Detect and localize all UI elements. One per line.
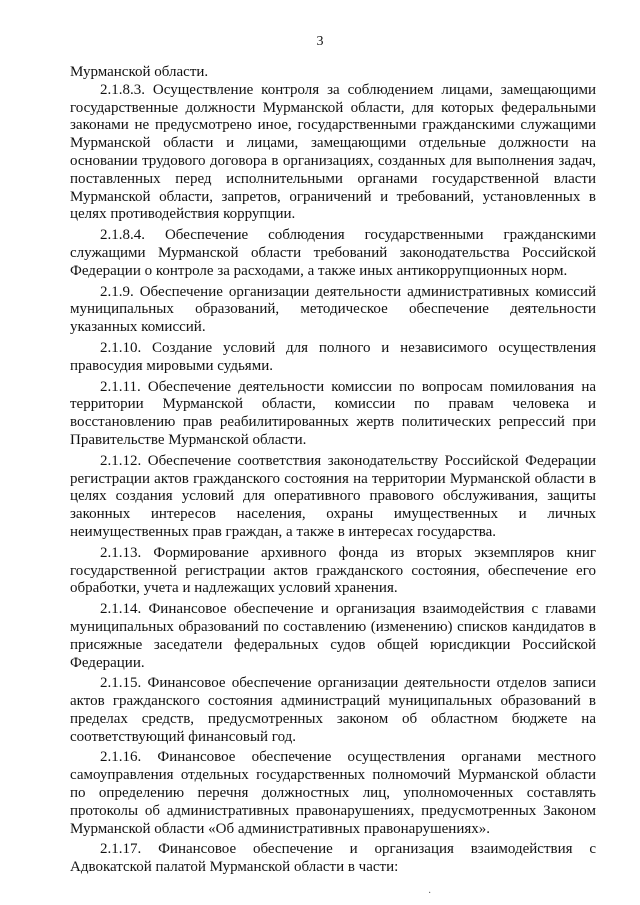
paragraph-2-1-14: 2.1.14. Финансовое обеспечение и организация взаимодействия с главами муниципальных образований по составлению (изменению) списков кандидатов в присяжные заседатели федеральных судов общей юрисдикции Российской Федерации. [70,601,596,671]
paragraph-2-1-11: 2.1.11. Обеспечение деятельности комиссии по вопросам помилования на территории Мурманской области, комиссии по правам человека и восстановлению прав реабилитированных жертв политических репрессий при Правительстве Мурманской области. [70,378,596,448]
paragraph-2-1-9: 2.1.9. Обеспечение организации деятельности административных комиссий муниципальных образований, методическое обеспечение деятельности указанных комиссий. [70,283,596,336]
paragraph-2-1-17: 2.1.17. Финансовое обеспечение и организация взаимодействия с Адвокатской палатой Мурманской области в части: [70,841,596,876]
document-body [70,64,596,877]
page-number: 3 [316,34,324,49]
paragraph-2-1-8-4: 2.1.8.4. Обеспечение соблюдения государственными гражданскими служащими Мурманской области требований законодательства Российской Федерации о контроле за расходами, а также иных антикоррупционных норм. [70,227,596,279]
scan-speck: · [428,888,432,899]
paragraph-2-1-12: 2.1.12. Обеспечение соответствия законодательству Российской Федерации регистрации актов гражданского состояния на территории Мурманской области в целях создания условий для оперативного правового обслуживания, защиты законных интересов населения, охраны имущественных и личных неимущественных прав граждан, а также в интересах государства. [70,452,596,540]
paragraph-continuation: Мурманской области. [70,64,209,80]
paragraph-2-1-16: 2.1.16. Финансовое обеспечение осуществления органами местного самоуправления отдельных государственных полномочий Мурманской области по определению перечня должностных лиц, уполномоченных составлять протоколы об административных правонарушениях, предусмотренных Законом Мурманской области «Об административных правонарушениях». [70,749,596,837]
paragraph-2-1-15: 2.1.15. Финансовое обеспечение организации деятельности отделов записи актов гражданского состояния администраций муниципальных образований в пределах средств, предусмотренных законом об областном бюджете на соответствующий финансовый год. [70,675,596,745]
paragraph-2-1-10: 2.1.10. Создание условий для полного и независимого осуществления правосудия мировыми судьями. [70,339,596,374]
paragraph-2-1-13: 2.1.13. Формирование архивного фонда из вторых экземпляров книг государственной регистрации актов гражданского состояния, обеспечение его обработки, учета и надлежащих условий хранения. [70,544,596,597]
paragraph-2-1-8-3: 2.1.8.3. Осуществление контроля за соблюдением лицами, замещающими государственные должности Мурманской области, для которых федеральными законами не предусмотрено иное, государственными гражданскими служащими Мурманской области и лицами, замещающими отдельные должности на основании трудового договора в организациях, созданных для выполнения задач, поставленных перед исполнительными органами государственной власти Мурманской области, запретов, ограничений и требований, установленных в целях противодействия коррупции. [70,81,596,223]
